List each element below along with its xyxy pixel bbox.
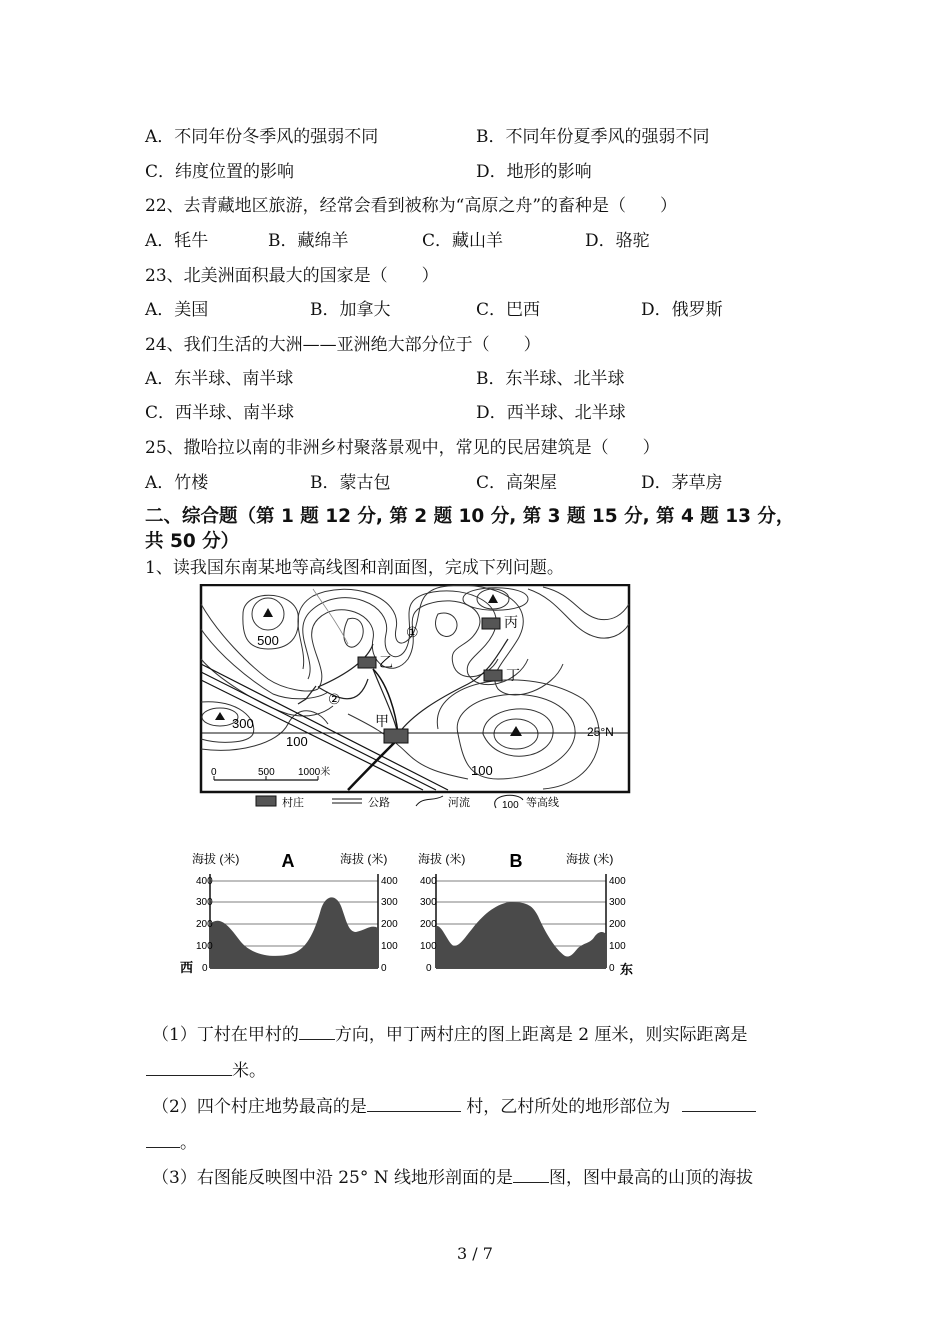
west-label: 西 [180, 960, 194, 975]
profile-b-axis-title-right: 海拔 (米) [566, 852, 614, 866]
contour-label-500: 500 [257, 633, 279, 648]
village-ding-label: 丁 [506, 667, 520, 683]
tick-b-l-300: 300 [420, 897, 437, 908]
profile-a-terrain [210, 897, 378, 968]
subq3-text-a: （3）右图能反映图中沿 25° N 线地形剖面的是 [152, 1168, 514, 1188]
tick-a-l-200: 200 [196, 919, 213, 930]
village-jia-marker [384, 729, 408, 743]
contour-map [198, 584, 634, 814]
map-legend [256, 795, 559, 811]
subq1-text-c: 米。 [232, 1061, 266, 1081]
q23-option-d: D．俄罗斯 [641, 300, 723, 320]
q21-option-a: A．不同年份冬季风的强弱不同 [145, 127, 379, 147]
contour-label-100a: 100 [286, 734, 308, 749]
subq1-blank-direction[interactable] [299, 1025, 335, 1040]
page-number: 3 / 7 [457, 1244, 493, 1263]
tick-b-l-200: 200 [420, 919, 437, 930]
tick-b-l-100: 100 [420, 941, 437, 952]
subq1-text-a: （1）丁村在甲村的 [152, 1025, 299, 1045]
tick-b-r-100: 100 [609, 941, 626, 952]
q23-option-c: C．巴西 [476, 300, 541, 320]
scale-label-0: 0 [211, 767, 217, 778]
q22-option-b: B．藏绵羊 [268, 231, 349, 251]
q23-option-a: A．美国 [145, 300, 209, 320]
q25-text: 25、撒哈拉以南的非洲乡村聚落景观中，常见的民居建筑是（ ） [145, 438, 660, 458]
village-jia-label: 甲 [375, 713, 389, 729]
profile-b-chart [410, 844, 640, 978]
tick-a-l-300: 300 [196, 897, 213, 908]
subq3-blank-profile[interactable] [513, 1168, 549, 1183]
legend-river: 河流 [448, 797, 470, 809]
q24-option-c: C．西半球、南半球 [145, 403, 295, 423]
profile-a-axis-title-right: 海拔 (米) [340, 852, 388, 866]
legend-road: 公路 [368, 797, 390, 809]
legend-contour: 等高线 [526, 797, 559, 809]
tick-b-r-200: 200 [609, 919, 626, 930]
legend-contour-number: 100 [502, 800, 519, 811]
tick-b-r-300: 300 [609, 897, 626, 908]
q24-text: 24、我们生活的大洲——亚洲绝大部分位于（ ） [145, 335, 541, 355]
tick-b-r-0: 0 [609, 963, 615, 974]
profile-b-terrain [436, 902, 606, 968]
subq1-blank-distance[interactable] [146, 1061, 232, 1076]
scale-label-500: 500 [258, 767, 275, 778]
subq3-text-b: 图，图中最高的山顶的海拔 [549, 1168, 754, 1188]
tick-a-r-300: 300 [381, 897, 398, 908]
q22-option-c: C．藏山羊 [422, 231, 504, 251]
profile-b-label: B [509, 851, 523, 871]
tick-a-r-100: 100 [381, 941, 398, 952]
tick-b-l-400: 400 [420, 876, 437, 887]
marker-2: ② [328, 691, 341, 707]
tick-a-l-400: 400 [196, 876, 213, 887]
section-heading-line2: 共 50 分） [145, 531, 240, 552]
tick-a-r-0: 0 [381, 963, 387, 974]
q22-text: 22、去青藏地区旅游，经常会看到被称为“高原之舟”的畜种是（ ） [145, 196, 678, 216]
q23-option-b: B．加拿大 [310, 300, 391, 320]
legend-village: 村庄 [282, 797, 304, 809]
scale-label-1000: 1000米 [298, 767, 331, 778]
subq2-blank-terrain-cont [146, 1133, 180, 1148]
subq2-line2 [146, 1128, 197, 1153]
subq1-text-b: 方向，甲丁两村庄的图上距离是 2 厘米，则实际距离是 [334, 1025, 748, 1045]
q25-option-a: A．竹楼 [145, 473, 209, 493]
marker-1: ① [406, 624, 419, 640]
q21-option-b: B．不同年份夏季风的强弱不同 [476, 127, 710, 147]
subq2-text-c: 。 [180, 1133, 197, 1153]
profile-a-chart [176, 844, 404, 978]
subq1-line1 [152, 1020, 747, 1045]
q23-text: 23、北美洲面积最大的国家是（ ） [145, 266, 439, 286]
q24-option-b: B．东半球、北半球 [476, 369, 625, 389]
village-yi-marker [358, 657, 376, 668]
contour-label-100b: 100 [471, 763, 493, 778]
q24-option-a: A．东半球、南半球 [145, 369, 294, 389]
tick-b-r-400: 400 [609, 876, 626, 887]
profile-a-axis-title-left: 海拔 (米) [192, 852, 240, 866]
q25-option-b: B．蒙古包 [310, 473, 391, 493]
q21-option-d: D．地形的影响 [476, 162, 592, 182]
village-yi-label: 乙 [379, 654, 393, 670]
q25-option-c: C．高架屋 [476, 473, 558, 493]
q22-option-d: D．骆驼 [585, 231, 650, 251]
tick-a-l-100: 100 [196, 941, 213, 952]
q25-option-d: D．茅草房 [641, 473, 723, 493]
subq3-line1 [152, 1163, 753, 1188]
village-bing-label: 丙 [504, 614, 518, 630]
contour-label-300: 300 [232, 716, 254, 731]
tick-a-r-200: 200 [381, 919, 398, 930]
subq2-line1 [152, 1092, 756, 1117]
village-bing-marker [482, 618, 500, 629]
profile-b-axis-title-left: 海拔 (米) [418, 852, 466, 866]
problem1-intro: 1、读我国东南某地等高线图和剖面图，完成下列问题。 [145, 558, 564, 578]
latitude-label: 25°N [587, 725, 614, 739]
q21-option-c: C．纬度位置的影响 [145, 162, 295, 182]
tick-b-l-0: 0 [426, 963, 432, 974]
subq2-blank-terrain[interactable] [682, 1097, 756, 1112]
east-label: 东 [620, 962, 634, 977]
village-ding-marker [484, 670, 502, 681]
subq2-text-b: 村，乙村所处的地形部位为 [466, 1097, 671, 1117]
q22-option-a: A．牦牛 [145, 231, 209, 251]
q24-option-d: D．西半球、北半球 [476, 403, 626, 423]
tick-a-l-0: 0 [202, 963, 208, 974]
profile-a-label: A [281, 851, 295, 871]
subq2-text-a: （2）四个村庄地势最高的是 [152, 1097, 367, 1117]
subq1-line2 [146, 1056, 266, 1081]
subq2-blank-village[interactable] [367, 1097, 461, 1112]
tick-a-r-400: 400 [381, 876, 398, 887]
section-heading-line1: 二、综合题（第 1 题 12 分, 第 2 题 10 分, 第 3 题 15 分, 第 4 题 13 分， [145, 506, 795, 527]
